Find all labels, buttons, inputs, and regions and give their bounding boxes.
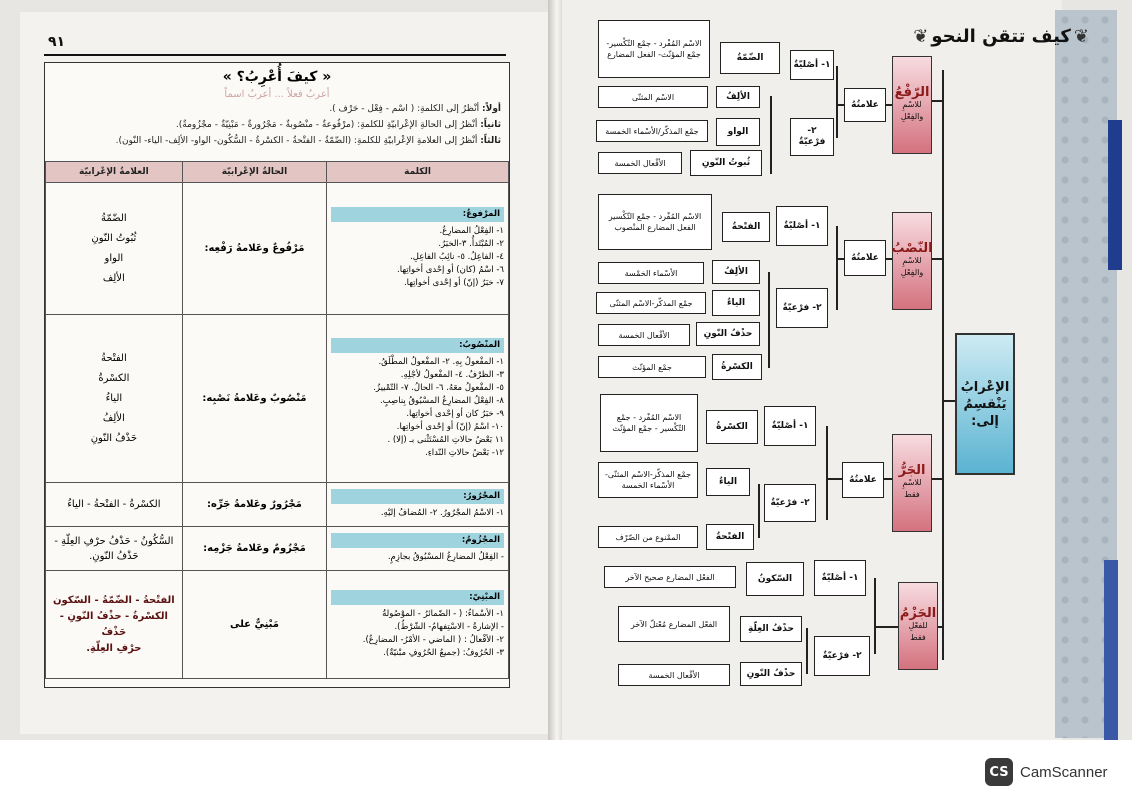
sign-item: الفتْحةُ - الضّمّةُ - السّكون — [52, 594, 175, 606]
step-3 — [51, 133, 501, 149]
word-cell — [327, 315, 509, 483]
state-cell: مَرْفُوعٌ وعَلامةُ رَفْعِه: — [182, 183, 326, 315]
connector-line — [826, 426, 828, 520]
category-jazm — [898, 582, 938, 670]
col-header-sign: العلامةُ الإعْرابيّة — [46, 162, 183, 183]
col-header-word: الكلمة — [327, 162, 509, 183]
main-node-irab — [955, 333, 1015, 475]
step-label: ثالثاً: — [480, 136, 501, 146]
asliya-box: ١- أصْليّةٌ — [790, 50, 834, 80]
list-item: ٥- المفْعولُ معَهُ. ٦- الحالُ. ٧- التّمْييزُ. — [373, 382, 504, 393]
step-label: أولاً: — [482, 104, 501, 114]
sign-item: الواو — [104, 252, 124, 264]
col-header-state: الحالةُ الإعْرابيّة — [182, 162, 326, 183]
note-box: جمْع المؤنّث — [598, 356, 706, 378]
list-item: ١٢- بَعْضُ حالاتِ النّداءِ. — [425, 447, 504, 458]
sign-box: الياءُ — [706, 468, 750, 496]
category-title: الجَزْمُ — [899, 606, 937, 621]
main-node-line: إلى: — [971, 413, 999, 429]
list-item: ١٠- اسْمُ (إنّ) أو إحْدى أخواتِها. — [396, 421, 504, 432]
list-item: ١١ بَعْضُ حالاتِ المُسْتَثْنى بـ (إلا) . — [387, 434, 504, 445]
note-box: الفعْل المضارع مُعْتلّ الآخر — [618, 606, 730, 642]
sign-item: حَذْفُ النّونِ. — [89, 550, 139, 562]
step-text: أنْظرُ إلى الكلمةِ: ( اسْم - فِعْل - حَرْف ). — [329, 104, 480, 114]
list-item: ٩- خبَرُ كان أو إحْدى أخواتِها. — [406, 408, 504, 419]
step-text: أنْظرُ إلى العلامةِ الإعْرابيّةِ للكلمةِ: (الضّمّةُ - الفتْحةُ - الكسْرةُ - السُّكُون- الواو- الألِف- الياء- النّون). — [115, 136, 478, 146]
note-box: جمْع المذكّر-الاسْم المثنّى — [596, 292, 706, 314]
category-sub: للفعْلِ — [908, 621, 928, 630]
page-number: ٩١ — [48, 34, 66, 50]
word-cell — [327, 183, 509, 315]
note-box: جمْع المذكّر-الاسْم المثنّى- الأسْماء الخمسة — [598, 462, 698, 498]
category-sub: والفِعْلِ — [900, 112, 924, 121]
fariya-box: ٢- فرْعيّةٌ — [776, 288, 828, 328]
category-rafa — [892, 56, 932, 154]
sign-item: الألِفُ — [102, 412, 125, 424]
connector-line — [884, 478, 892, 480]
list-item: - الفِعْلُ المضارِعُ المسْبُوقُ بجازِمٍ. — [387, 552, 504, 562]
camscanner-label: CamScanner — [1020, 764, 1108, 781]
steps-list — [51, 101, 501, 149]
list-item: ١- الفِعْلُ المضارِعُ. — [439, 226, 504, 236]
step-1 — [51, 101, 501, 117]
blue-tab-lower — [1104, 560, 1118, 740]
state-cell: مَنْصُوبٌ وعَلامةُ نَصْبِه: — [182, 315, 326, 483]
list-item: ٣- الظرْفُ. ٤- المفْعولُ لأجْلِهِ. — [400, 369, 504, 380]
sign-item: حرْفِ العِلّةِ. — [86, 642, 142, 654]
connector-line — [836, 226, 838, 310]
faint-text: أعربُ فعلاً ... أعربُ اسماً — [224, 89, 330, 100]
connector-line — [806, 628, 808, 674]
sign-box: الضّمّةُ — [720, 42, 780, 74]
category-sub: والفِعْلِ — [900, 268, 924, 277]
sign-item: الألِف — [102, 272, 125, 284]
list-item: ٧- خبَرُ (إنّ) أو إحْدى أخواتِها. — [403, 278, 504, 288]
word-cell — [327, 571, 509, 679]
note-box: الاسْم المُفْرد - جمْع التّكْسير-جمْع المؤنّث- الفعل المضارع — [598, 20, 710, 78]
step-label: ثانياً: — [480, 120, 501, 130]
blue-tab — [1108, 120, 1122, 270]
sign-box: الكسْرةُ — [706, 410, 758, 444]
page-header — [910, 26, 1092, 47]
main-node-line: يَنْقسِمُ — [963, 396, 1007, 412]
sign-box: ثُبوتُ النّونِ — [690, 150, 762, 176]
sign-box: الفتْحةُ — [706, 524, 754, 550]
note-box: الأفْعال الخمسة — [618, 664, 730, 686]
sign-cell — [46, 315, 183, 483]
state-cell: مَبْنِيٌّ على — [182, 571, 326, 679]
sign-box: الكسْرةُ — [712, 354, 762, 380]
table-row — [46, 483, 509, 527]
connector-line — [932, 100, 944, 102]
connector-line — [758, 484, 760, 538]
sign-item: الكسْرةُ - الفتْحةُ - الياءُ — [67, 498, 161, 510]
category-heading: المجْزُومُ: — [331, 533, 504, 548]
sign-cell — [46, 483, 183, 527]
camscanner-logo-icon: CS — [985, 758, 1013, 786]
fariya-box: ٢- فرْعيّةٌ — [790, 118, 834, 156]
note-box: الأفْعال الخمسة — [598, 152, 682, 174]
ornament-icon: ❦ — [913, 26, 929, 47]
connector-line — [932, 478, 944, 480]
list-item: ٢- المُبْتَدأُ. ٣-الخبَرُ. — [438, 239, 504, 249]
table-row — [46, 183, 509, 315]
category-heading: المرْفوعُ: — [331, 207, 504, 222]
table-row — [46, 315, 509, 483]
sign-item: السُّكُونُ - حَذْفُ حرْفِ العِلّةِ - — [54, 535, 174, 547]
sign-cell — [46, 571, 183, 679]
sign-item: الياءُ — [105, 392, 123, 404]
note-box: الأفْعال الخمسة — [598, 324, 690, 346]
sign-item: الكسْرةُ - حذْفُ النّونِ - حَذْفُ — [59, 610, 168, 638]
category-heading: المجْرُورُ: — [331, 489, 504, 504]
step-2 — [51, 117, 501, 133]
note-box: جمْع المذكّر/الأسْماء الخمسة — [596, 120, 708, 142]
list-item: ١- المفْعولُ بِهِ. ٢- المفْعولُ المطْلَقُ. — [378, 356, 504, 367]
word-cell — [327, 527, 509, 571]
connector-line — [770, 96, 772, 174]
header-title: كيف تتقن النحو — [931, 26, 1071, 47]
fariya-box: ٢- فرْعيّةٌ — [814, 636, 870, 676]
box-title: « كيفَ أُعْرِبُ؟ » — [222, 69, 332, 85]
category-heading: المنْصُوبُ: — [331, 338, 504, 353]
list-item: ١- الاسْمُ المجْرُورُ. ٢- المُضافُ إليْهِ. — [380, 508, 504, 518]
sign-box: حذْفُ النّونِ — [740, 662, 802, 686]
connector-line — [836, 104, 844, 106]
sign-box: السّكونُ — [746, 562, 804, 596]
alama-box: علامتُهُ — [844, 240, 886, 276]
sign-box: الياءُ — [712, 290, 760, 316]
asliya-box: ١- أصْليّةٌ — [764, 406, 816, 446]
category-sub: للاسْمِ — [902, 478, 922, 487]
sign-box: حذْفُ النّونِ — [696, 322, 760, 346]
list-item: ٤- الفاعِلُ. ٥- نائِبُ الفاعِلِ. — [410, 252, 504, 262]
table-row — [46, 527, 509, 571]
main-node-line: الإعْرابُ — [960, 379, 1010, 395]
category-jarr — [892, 434, 932, 532]
list-item: ٢- الأفْعالُ : ( الماضي - الأمْرُ- المضارِعُ). — [362, 634, 504, 645]
note-box: الأسْماء الخمْسة — [598, 262, 704, 284]
connector-line — [874, 626, 898, 628]
category-sub: للاسْمِ — [902, 100, 922, 109]
note-box: الاسْم المثنّى — [598, 86, 708, 108]
table-row — [46, 571, 509, 679]
header-rule — [44, 54, 506, 56]
sign-item: حَذْفُ النّونِ — [90, 432, 138, 444]
note-box: الاسْم المُفْرد - جمْع التّكْسير الفعل المضارع المنْصوب — [598, 194, 712, 250]
list-item: ٦- اسْمُ (كان) أو إحْدى أخواتِها. — [397, 265, 504, 275]
connector-line — [942, 400, 956, 402]
state-cell: مَجْزُومٌ وعَلامةُ جَزْمِه: — [182, 527, 326, 571]
alama-box: علامتُهُ — [842, 462, 884, 498]
note-box: الفعْل المضارع صحيح الآخر — [604, 566, 736, 588]
sign-cell — [46, 183, 183, 315]
sign-box: حذْفُ العِلّةِ — [740, 616, 802, 642]
connector-line — [942, 70, 944, 660]
connector-line — [886, 258, 892, 260]
state-cell: مَجْرُورٌ وعَلامةُ جَرِّه: — [182, 483, 326, 527]
connector-line — [886, 104, 892, 106]
category-sub: فقط — [910, 633, 926, 642]
category-title: الرّفْعُ — [894, 85, 930, 100]
category-title: الجَرُّ — [898, 463, 926, 478]
connector-line — [768, 272, 770, 368]
connector-line — [836, 258, 844, 260]
grammar-table — [45, 161, 509, 679]
sign-item: الفتْحةُ — [101, 352, 127, 364]
alama-box: علامتُهُ — [844, 88, 886, 122]
connector-line — [874, 578, 876, 654]
ornament-icon: ❦ — [1073, 26, 1089, 47]
connector-line — [826, 478, 842, 480]
category-sub: فقط — [904, 490, 920, 499]
asliya-box: ١- أصْليّةٌ — [776, 206, 828, 246]
category-sub: للاسْمِ — [902, 256, 922, 265]
sign-item: الضّمّةُ — [101, 212, 127, 224]
list-item: - الإشارةُ - الاسْتِفهامُ- الشّرْطُ). — [394, 621, 504, 632]
sign-box: الألِفُ — [716, 86, 760, 108]
category-nasb — [892, 212, 932, 310]
list-item: ٨- الفِعْلُ المضارِعُ المسْبُوقُ بِناصِبٍ. — [379, 395, 504, 406]
sign-box: الفتْحةُ — [722, 212, 770, 242]
step-text: أنْظرُ إلى الحالةِ الإعْرابيّةِ للكلمةِ: (مرْفُوعةٌ - منْصُوبةٌ - مَجْرُورةٌ - مَبْنِيّةٌ - مجْزُومةٌ). — [175, 120, 478, 130]
connector-line — [836, 66, 838, 138]
word-cell — [327, 483, 509, 527]
sign-cell — [46, 527, 183, 571]
asliya-box: ١- أصْليّةٌ — [814, 560, 866, 596]
note-box: الاسْم المُفْرد - جمْع التّكْسير - جمْع المؤنّث — [600, 394, 698, 452]
sign-item: الكسْرةُ — [98, 372, 130, 384]
sign-item: ثُبُوتُ النّونِ — [91, 232, 137, 244]
list-item: ٣- الحُرُوفُ: (جميعُ الحُرُوفِ مبْنيّةٌ). — [383, 647, 504, 658]
sign-box: الألِفُ — [712, 260, 760, 284]
category-heading: المبْنِيّ: — [331, 590, 504, 605]
fariya-box: ٢- فرْعيّةٌ — [764, 484, 816, 522]
content-box — [44, 62, 510, 688]
note-box: الممْنوع من الصّرْف — [598, 526, 698, 548]
connector-line — [932, 258, 944, 260]
category-title: النّصْبُ — [891, 241, 933, 256]
sign-box: الواو — [716, 118, 760, 146]
list-item: ١- الأسْماءُ: ( - الضّمائرُ - الموْصُولةُ — [382, 608, 504, 619]
